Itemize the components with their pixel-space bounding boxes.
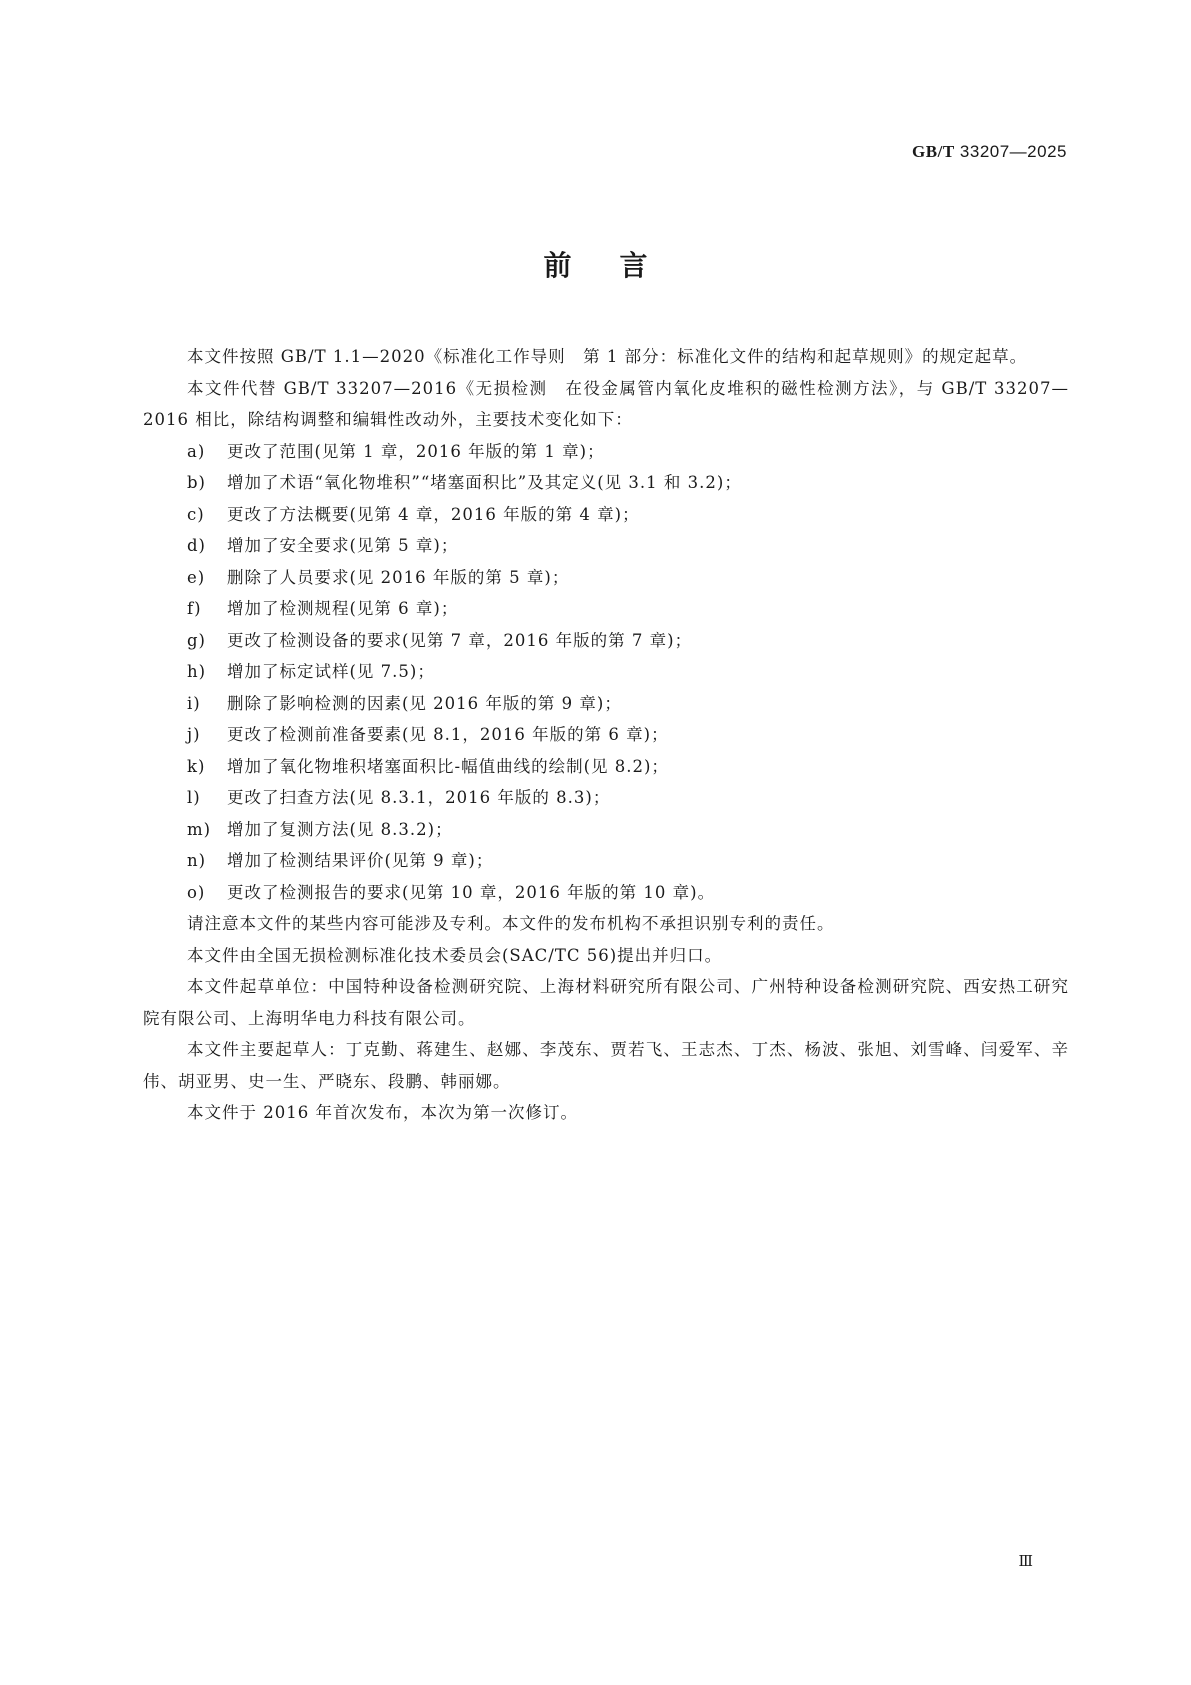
changes-list <box>143 436 1069 909</box>
list-label: n) <box>187 851 207 870</box>
list-item <box>143 562 1069 594</box>
list-item <box>143 845 1069 877</box>
list-label: c) <box>187 504 205 524</box>
list-item <box>143 467 1069 499</box>
foreword-body <box>143 341 1069 1129</box>
list-label: l) <box>187 788 201 807</box>
list-text: 增加了安全要求(见第 5 章)； <box>227 536 459 555</box>
list-text: 增加了标定试样(见 7.5)； <box>227 662 435 681</box>
list-text: 更改了检测设备的要求(见第 7 章，2016 年版的第 7 章)； <box>227 630 693 650</box>
standard-prefix: GB/T <box>912 142 955 161</box>
list-item <box>143 782 1069 814</box>
list-item <box>143 751 1069 783</box>
list-text: 增加了氧化物堆积堵塞面积比-幅值曲线的绘制(见 8.2)； <box>227 756 669 776</box>
list-label: k) <box>187 756 206 776</box>
list-text: 增加了术语“氧化物堆积”“堵塞面积比”及其定义(见 3.1 和 3.2)； <box>227 473 742 492</box>
standard-number: 33207—2025 <box>959 142 1067 161</box>
list-label: j) <box>187 725 201 744</box>
list-text: 删除了人员要求(见 2016 年版的第 5 章)； <box>227 567 570 587</box>
list-label: g) <box>187 630 206 650</box>
list-item <box>143 688 1069 720</box>
list-text: 增加了检测结果评价(见第 9 章)； <box>227 851 494 870</box>
list-item <box>143 436 1069 468</box>
paragraph: 本文件于 2016 年首次发布，本次为第一次修订。 <box>187 1103 578 1122</box>
page-title: 前言 <box>543 249 696 282</box>
paragraph: 本文件由全国无损检测标准化技术委员会(SAC/TC 56)提出并归口。 <box>187 945 723 965</box>
list-text: 增加了复测方法(见 8.3.2)； <box>227 819 453 839</box>
list-label: f) <box>187 599 202 618</box>
list-label: m) <box>187 819 212 839</box>
list-item <box>143 719 1069 751</box>
list-item <box>143 656 1069 688</box>
list-label: b) <box>187 473 206 492</box>
list-label: o) <box>187 882 206 902</box>
list-text: 更改了检测前准备要素(见 8.1，2016 年版的第 6 章)； <box>227 725 669 744</box>
list-label: d) <box>187 536 206 555</box>
list-item <box>143 593 1069 625</box>
list-label: h) <box>187 662 207 681</box>
list-label: a) <box>187 441 206 461</box>
paragraph: 本文件按照 GB/T 1.1—2020《标准化工作导则 第 1 部分：标准化文件的结构和起草规则》的规定起草。 <box>187 347 1028 366</box>
list-item <box>143 530 1069 562</box>
list-text: 更改了检测报告的要求(见第 10 章，2016 年版的第 10 章)。 <box>227 882 716 902</box>
list-text: 更改了扫查方法(见 8.3.1，2016 年版的 8.3)； <box>227 788 611 807</box>
standard-code <box>912 142 1067 162</box>
list-text: 更改了方法概要(见第 4 章，2016 年版的第 4 章)； <box>227 504 640 524</box>
paragraph: 本文件起草单位：中国特种设备检测研究院、上海材料研究所有限公司、广州特种设备检测研究院、西安热工研究院有限公司、上海明华电力科技有限公司。 <box>143 977 1069 1028</box>
list-item <box>143 814 1069 846</box>
list-item <box>143 877 1069 909</box>
paragraph: 本文件代替 GB/T 33207—2016《无损检测 在役金属管内氧化皮堆积的磁性检测方法》，与 GB/T 33207—2016 相比，除结构调整和编辑性改动外，主要技术变化如下： <box>143 378 1069 429</box>
list-text: 更改了范围(见第 1 章，2016 年版的第 1 章)； <box>227 441 605 461</box>
paragraph: 请注意本文件的某些内容可能涉及专利。本文件的发布机构不承担识别专利的责任。 <box>187 914 835 933</box>
list-item <box>143 625 1069 657</box>
page-number: Ⅲ <box>1018 1554 1033 1570</box>
list-label: e) <box>187 567 206 587</box>
list-text: 增加了检测规程(见第 6 章)； <box>227 599 459 618</box>
list-label: i) <box>187 693 201 713</box>
list-text: 删除了影响检测的因素(见 2016 年版的第 9 章)； <box>227 693 622 713</box>
paragraph: 本文件主要起草人：丁克勤、蒋建生、赵娜、李茂东、贾若飞、王志杰、丁杰、杨波、张旭、刘雪峰、闫爱军、辛伟、胡亚男、史一生、严晓东、段鹏、韩丽娜。 <box>143 1040 1069 1091</box>
list-item <box>143 499 1069 531</box>
